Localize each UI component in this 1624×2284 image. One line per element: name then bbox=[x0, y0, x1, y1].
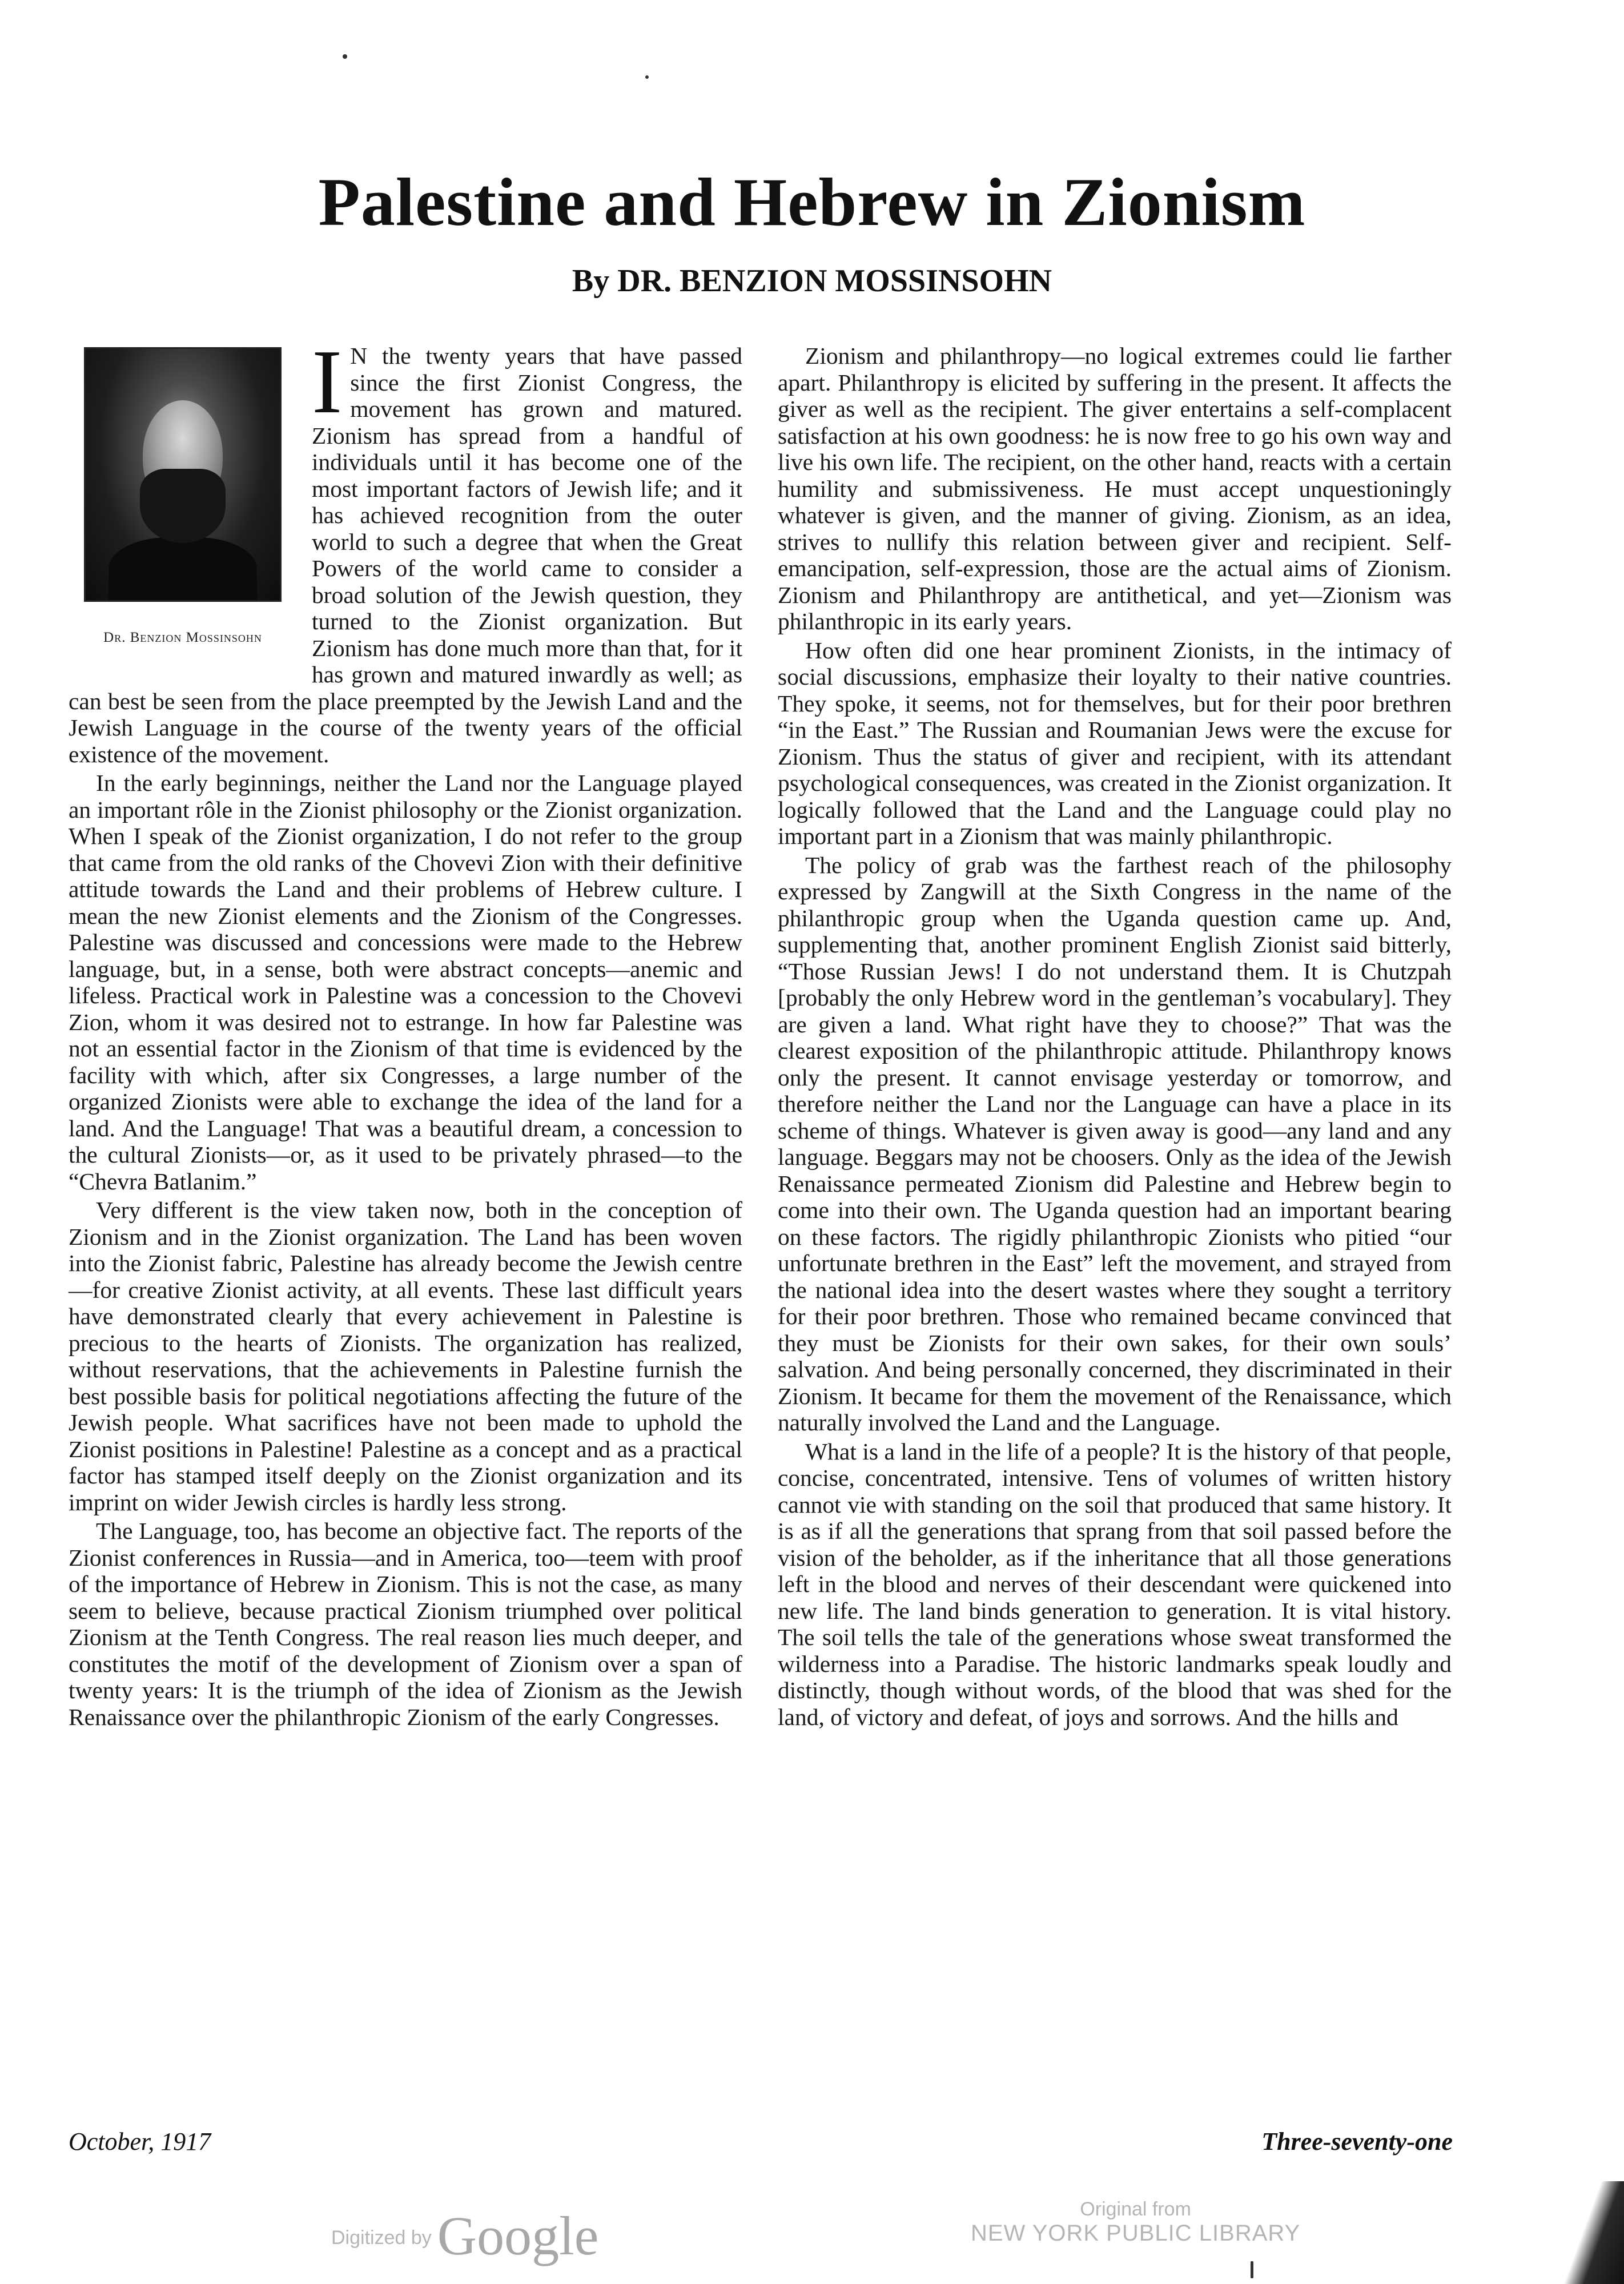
right-column bbox=[778, 343, 1452, 1730]
page-curl-shadow bbox=[1561, 2181, 1624, 2284]
original-from-label: Original from bbox=[1080, 2198, 1191, 2220]
body-paragraph: How often did one hear prominent Zionists, in the intimacy of social discussions, emphasize their loyalty to their native countries. They spoke, it seems, not for themselves, but for their poor brethren “in the East.” The Russian and Roumanian Jews were the excuse for Zionism. Thus the status of giver and recipient, with its attendant psychological consequences, was created in the Zionist organization. It logically followed that the Land and the Language could play no important part in a Zionism that was mainly philanthropic. bbox=[778, 637, 1452, 849]
photo-caption: Dr. Benzion Mossinsohn bbox=[103, 630, 262, 645]
body-paragraph: What is a land in the life of a people? It is the history of that people, concise, concentrated, intensive. Tens of volumes of written history cannot vie with standing on the soil that produced that same history. It is as if all the generations that sprang from that soil passed before the vision of the beholder, as if the inheritance that all those generations left in the blood and nerves of their descendant were quickened into new life. The land binds generation to generation. It is vital history. The soil tells the tale of the generations whose sweat transformed the wilderness into a Paradise. The historic landmarks speak loudly and distinctly, though without words, of the blood that was shed for the land, of victory and defeat, of joys and sorrows. And the hills and bbox=[778, 1438, 1452, 1730]
drop-cap: I bbox=[312, 331, 343, 432]
left-column bbox=[69, 331, 742, 1730]
scan-speck bbox=[645, 75, 649, 79]
scan-mark bbox=[1251, 2261, 1253, 2278]
author-portrait bbox=[84, 347, 282, 602]
footer-date: October, 1917 bbox=[69, 2128, 211, 2156]
google-logo: Google bbox=[437, 2205, 599, 2266]
body-paragraph: Zionism and philanthropy—no logical extremes could lie farther apart. Philanthropy is elicited by suffering in the present. It affects the giver as well as the recipient. The giver entertains a self-complacent satisfaction at his own goodness: he is now free to go his own way and live his own life. The recipient, on the other hand, reacts with a certain humility and submissiveness. He must accept unquestioningly whatever is given, and the manner of giving. Zionism, as an idea, strives to nullify this relation between giver and recipient. Self-emancipation, self-expression, those are the actual aims of Zionism. Zionism and Philanthropy are antithetical, and yet—Zionism was philanthropic in its early years. bbox=[778, 343, 1452, 634]
scan-speck bbox=[343, 54, 347, 59]
body-paragraph: Very different is the view taken now, both in the conception of Zionism and in the Zionist organization. The Land has been woven into the Zionist fabric, Palestine has already become the Jewish centre—for creative Zionist activity, at all events. These last difficult years have demonstrated clearly that every achievement in Palestine is precious to the hearts of Zionists. The organization has realized, without reservations, that the achievements in Palestine furnish the best possible basis for political negotiations affecting the future of the Jewish people. What sacrifices have not been made to uphold the Zionist positions in Palestine! Palestine as a concept and as a practical factor has stamped itself deeply on the Zionist organization and its imprint on wider Jewish circles is hardly less strong. bbox=[69, 1197, 742, 1515]
article-byline: By DR. BENZION MOSSINSOHN bbox=[572, 263, 1052, 299]
author-photo-block bbox=[69, 347, 297, 667]
digitized-watermark bbox=[331, 2204, 598, 2267]
body-paragraph: The policy of grab was the farthest reach of the philosophy expressed by Zangwill at the Sixth Congress in the name of the philanthropic group when the Uganda question came up. And, supplementing that, another prominent English Zionist said bitterly, “Those Russian Jews! I do not understand them. It is Chutzpah [probably the only Hebrew word in the gentleman’s vocabulary]. They are given a land. What right have they to choose?” That was the clearest exposition of the philanthropic attitude. Philanthropy knows only the present. It cannot envisage yesterday or tomorrow, and therefore neither the Land nor the Language can have a place in its scheme of things. Whatever is given away is good—any land and any language. Beggars may not be choosers. Only as the idea of the Jewish Renaissance permeated Zionism did Palestine and Hebrew begin to come into their own. The Uganda question had an important bearing on these factors. The rigidly philanthropic Zionists who pitied “our unfortunate brethren in the East” left the movement, and strayed from the national idea into the desert wastes where they sought a territory for their poor brethren. Those who remained became convinced that they must be Zionists for their own sakes, for their own souls’ salvation. And being personally concerned, they discriminated in their Zionism. It became for them the movement of the Renaissance, which naturally involved the Land and the Language. bbox=[778, 851, 1452, 1435]
article-title: Palestine and Hebrew in Zionism bbox=[318, 164, 1306, 240]
source-watermark bbox=[971, 2198, 1300, 2246]
library-name: NEW YORK PUBLIC LIBRARY bbox=[971, 2221, 1301, 2246]
footer-page-number: Three-seventy-one bbox=[1261, 2128, 1453, 2156]
body-paragraph: In the early beginnings, neither the Land nor the Language played an important rôle in the Zionist philosophy or the Zionist organization. When I speak of the Zionist organization, I do not refer to the group that came from the old ranks of the Chovevi Zion with their definitive attitude towards the Land and their problems of Hebrew culture. I mean the new Zionist elements and the Zionism of the Congresses. Palestine was discussed and concessions were made to the Hebrew language, but, in a sense, both were abstract concepts—anemic and lifeless. Practical work in Palestine was a concession to the Chovevi Zion, whom it was desired not to estrange. In how far Palestine was not an essential factor in the Zionism of that time is evidenced by the facility with which, after six Congresses, a large number of the organized Zionists were able to exchange the idea of the land for a land. And the Language! That was a beautiful dream, a concession to the cultural Zionists—or, as it used to be privately phrased—to the “Chevra Batlanim.” bbox=[69, 770, 742, 1195]
first-paragraph-text: N the twenty years that have passed since the first Zionist Congress, the movement has grown and matured. Zionism has spread from a handful of individuals until it has become one of the most important factors of Jewish life; and it has achieved recognition from the outer world to such a degree that when the Great Powers of the world came to consider a broad solution of the Jewish question, they turned to the Zionist organization. But Zionism has done much more than that, for it has grown and matured inwardly as well; as can best be seen from the place preempted by the Jewish Land and the Jewish Language in the course of the twenty years of the official existence of the movement. bbox=[69, 343, 742, 767]
digitized-by-label: Digitized by bbox=[331, 2227, 432, 2249]
body-paragraph: The Language, too, has become an objective fact. The reports of the Zionist conferences in Russia—and in America, too—teem with proof of the importance of Hebrew in Zionism. This is not the case, as many seem to believe, because practical Zionism triumphed over political Zionism at the Tenth Congress. The real reason lies much deeper, and constitutes the motif of the development of Zionism over a span of twenty years: It is the triumph of the idea of Zionism as the Jewish Renaissance over the philanthropic Zionism of the early Congresses. bbox=[69, 1518, 742, 1730]
